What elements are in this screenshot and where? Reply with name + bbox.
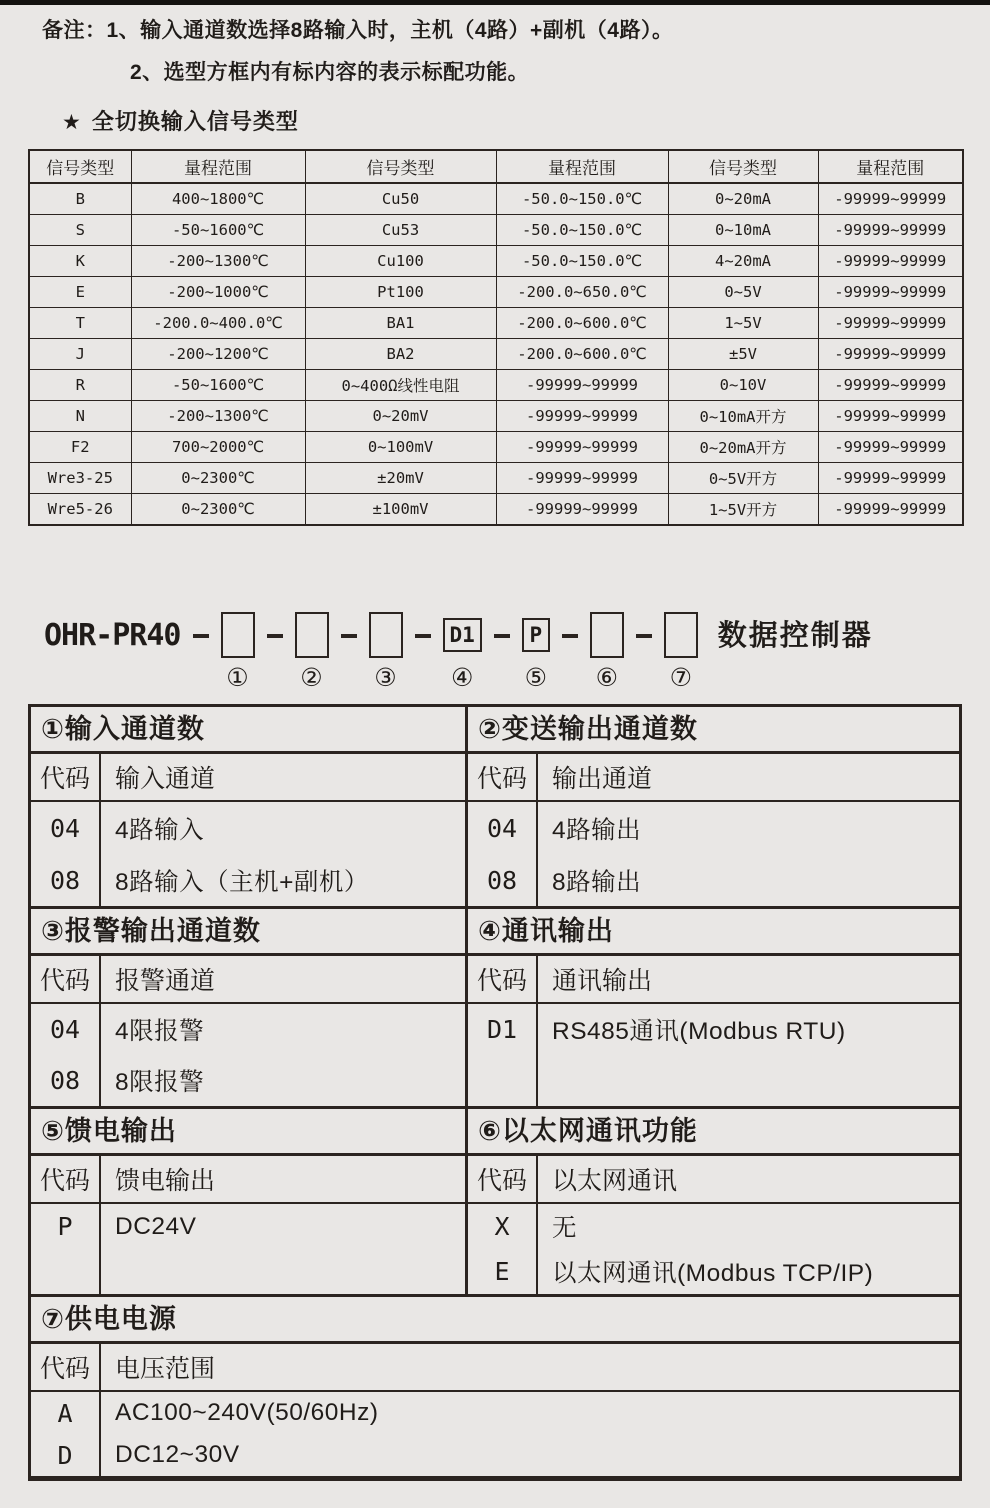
dash-separator — [267, 634, 283, 638]
order-code-slot — [221, 612, 255, 691]
code-cell: 08 — [49, 865, 81, 895]
signal-table-cell: -50~1600℃ — [131, 215, 305, 246]
signal-table-cell: -200.0~600.0℃ — [496, 339, 668, 370]
signal-table-cell: 0~20mA开方 — [668, 432, 818, 463]
section-header-row — [468, 1156, 959, 1204]
signal-table-cell: -99999~99999 — [818, 463, 963, 494]
desc-header: 输出通道 — [552, 765, 653, 793]
signal-table-cell: -99999~99999 — [818, 215, 963, 246]
signal-type-table — [28, 149, 964, 526]
order-code-position-number: ③ — [374, 664, 397, 692]
signal-table-header-cell: 信号类型 — [305, 150, 496, 183]
code-cell: P — [57, 1212, 73, 1241]
signal-table-cell: -50.0~150.0℃ — [496, 183, 668, 215]
section-header-row — [468, 754, 959, 802]
desc-cell: DC12~30V — [115, 1441, 240, 1468]
code-cell: 04 — [486, 813, 518, 843]
section-body — [468, 802, 959, 906]
section-title: ⑥以太网通讯功能 — [468, 1109, 959, 1156]
signal-table-cell: BA2 — [305, 339, 496, 370]
desc-header: 报警通道 — [115, 967, 216, 995]
signal-table-cell: 0~10mA开方 — [668, 401, 818, 432]
code-header: 代码 — [31, 956, 101, 1002]
signal-table-header-cell: 信号类型 — [668, 150, 818, 183]
desc-cell: 8限报警 — [115, 1069, 205, 1096]
desc-column — [101, 1004, 465, 1106]
code-cell: 04 — [49, 813, 81, 843]
signal-table-cell: -99999~99999 — [818, 401, 963, 432]
section-body — [31, 1204, 465, 1294]
dash-separator — [636, 634, 652, 638]
section-header-row — [31, 754, 465, 802]
signal-table-cell: -200.0~600.0℃ — [496, 308, 668, 339]
signal-table-cell: -200~1000℃ — [131, 277, 305, 308]
dash-separator — [494, 634, 510, 638]
signal-table-cell: S — [29, 215, 131, 246]
dash-separator — [562, 634, 578, 638]
note-line-1: 备注：1、输入通道数选择8路输入时，主机（4路）+副机（4路）。 — [42, 19, 674, 42]
signal-table-row — [29, 463, 963, 494]
desc-column — [538, 1204, 959, 1294]
signal-table-cell: -50.0~150.0℃ — [496, 246, 668, 277]
desc-header: 输入通道 — [115, 765, 216, 793]
signal-table-cell: -200~1300℃ — [131, 246, 305, 277]
order-code-slot — [522, 612, 550, 691]
section-transmit-output-channels — [468, 707, 959, 906]
signal-table-cell: 4~20mA — [668, 246, 818, 277]
signal-table-cell: R — [29, 370, 131, 401]
order-code-position-number: ① — [226, 664, 249, 692]
code-header: 代码 — [31, 1344, 101, 1390]
signal-table-cell: T — [29, 308, 131, 339]
section-title: ④通讯输出 — [468, 909, 959, 956]
signal-table-cell: 700~2000℃ — [131, 432, 305, 463]
code-header: 代码 — [468, 956, 538, 1002]
desc-header: 电压范围 — [115, 1355, 216, 1383]
signal-table-cell: 0~100mV — [305, 432, 496, 463]
code-cell: E — [494, 1257, 510, 1286]
dash-separator — [341, 634, 357, 638]
signal-table-cell: 0~2300℃ — [131, 463, 305, 494]
order-code-slot — [443, 612, 482, 691]
signal-table-cell: -200.0~650.0℃ — [496, 277, 668, 308]
signal-section-title-text: 全切换输入信号类型 — [91, 109, 299, 134]
signal-table-cell: 0~2300℃ — [131, 494, 305, 526]
code-column — [468, 1004, 538, 1106]
signal-table-cell: -99999~99999 — [496, 401, 668, 432]
signal-table-row — [29, 183, 963, 215]
order-code-position-number: ⑦ — [669, 664, 692, 692]
section-body — [31, 1392, 959, 1476]
signal-table-body — [29, 183, 963, 525]
desc-cell: DC24V — [115, 1212, 197, 1240]
signal-table-cell: F2 — [29, 432, 131, 463]
signal-table-row — [29, 308, 963, 339]
signal-table-cell: -99999~99999 — [496, 432, 668, 463]
desc-cell: RS485通讯(Modbus RTU) — [552, 1018, 846, 1045]
desc-cell: 以太网通讯(Modbus TCP/IP) — [552, 1260, 874, 1287]
selection-left-column — [31, 707, 468, 1294]
signal-table-cell: -99999~99999 — [818, 308, 963, 339]
code-column — [468, 1204, 538, 1294]
signal-table-row — [29, 215, 963, 246]
code-cell: D1 — [486, 1015, 518, 1044]
code-header: 代码 — [468, 754, 538, 800]
section-title: ⑦供电电源 — [31, 1297, 959, 1344]
signal-table-header-cell: 量程范围 — [131, 150, 305, 183]
order-code-slot — [369, 612, 403, 691]
section-title: ⑤馈电输出 — [31, 1109, 465, 1156]
signal-table-cell: N — [29, 401, 131, 432]
signal-table-header-cell: 量程范围 — [818, 150, 963, 183]
star-icon: ★ — [62, 111, 82, 134]
signal-table-cell: -99999~99999 — [818, 183, 963, 215]
order-code-box-filled: D1 — [443, 618, 482, 652]
desc-cell: 4路输出 — [552, 816, 642, 844]
code-cell: 08 — [486, 865, 518, 895]
signal-table-cell: -99999~99999 — [818, 339, 963, 370]
desc-cell: 4限报警 — [115, 1018, 205, 1045]
signal-table-cell: 0~10mA — [668, 215, 818, 246]
section-alarm-channels — [31, 906, 465, 1106]
desc-column — [538, 802, 959, 906]
signal-table-cell: Cu50 — [305, 183, 496, 215]
signal-table-cell: -50.0~150.0℃ — [496, 215, 668, 246]
signal-table-header-cell: 信号类型 — [29, 150, 131, 183]
desc-column — [101, 1392, 959, 1476]
order-code-box-empty — [295, 612, 329, 658]
signal-table-cell: Cu100 — [305, 246, 496, 277]
order-code-box-empty — [369, 612, 403, 658]
signal-table-cell: B — [29, 183, 131, 215]
desc-column — [101, 802, 465, 906]
desc-column — [101, 1204, 465, 1294]
signal-table-cell: -50~1600℃ — [131, 370, 305, 401]
dash-separator — [415, 634, 431, 638]
code-header: 代码 — [31, 754, 101, 800]
desc-cell: 8路输入（主机+副机） — [115, 868, 369, 896]
signal-table-cell: -200.0~400.0℃ — [131, 308, 305, 339]
signal-table-cell: Pt100 — [305, 277, 496, 308]
order-code-position-number: ⑤ — [524, 664, 547, 692]
signal-table-cell: -99999~99999 — [496, 370, 668, 401]
desc-header: 以太网通讯 — [552, 1167, 678, 1195]
signal-table-row — [29, 401, 963, 432]
signal-table-cell: ±20mV — [305, 463, 496, 494]
ordering-code-boxes — [181, 612, 698, 691]
selection-right-column — [468, 707, 959, 1294]
section-ethernet-comm — [468, 1106, 959, 1294]
signal-table-cell: 0~5V — [668, 277, 818, 308]
section-header-row — [31, 956, 465, 1004]
code-cell: D — [57, 1440, 73, 1470]
order-code-box-empty — [221, 612, 255, 658]
signal-table-cell: -99999~99999 — [818, 277, 963, 308]
signal-table-cell: 0~20mA — [668, 183, 818, 215]
signal-table-cell: ±100mV — [305, 494, 496, 526]
code-column — [31, 1204, 101, 1294]
signal-table-cell: 1~5V — [668, 308, 818, 339]
section-body — [468, 1004, 959, 1106]
section-input-channels — [31, 707, 465, 906]
signal-table-cell: 1~5V开方 — [668, 494, 818, 526]
signal-table-cell: -99999~99999 — [818, 432, 963, 463]
section-header-row — [468, 956, 959, 1004]
section-title: ①输入通道数 — [31, 707, 465, 754]
signal-table-row — [29, 277, 963, 308]
code-column — [468, 802, 538, 906]
signal-table-row — [29, 432, 963, 463]
order-code-box-empty — [590, 612, 624, 658]
signal-table-header-cell: 量程范围 — [496, 150, 668, 183]
section-feed-output — [31, 1106, 465, 1294]
top-rule — [0, 0, 990, 5]
order-code-slot — [295, 612, 329, 691]
signal-table-cell: K — [29, 246, 131, 277]
note-line-2: 2、选型方框内有标内容的表示标配功能。 — [130, 61, 530, 84]
order-code-box-empty — [664, 612, 698, 658]
desc-header: 通讯输出 — [552, 967, 653, 995]
signal-table-row — [29, 494, 963, 526]
desc-cell: 4路输入 — [115, 816, 205, 844]
signal-table-cell: 400~1800℃ — [131, 183, 305, 215]
order-code-box-filled: P — [522, 618, 550, 652]
product-name: 数据控制器 — [717, 620, 873, 652]
ordering-code-row — [44, 612, 873, 691]
section-header-row — [31, 1156, 465, 1204]
code-header: 代码 — [468, 1156, 538, 1202]
signal-table-cell: Wre3-25 — [29, 463, 131, 494]
desc-column — [538, 1004, 959, 1106]
section-body — [31, 1004, 465, 1106]
desc-cell: 8路输出 — [552, 868, 642, 896]
code-column — [31, 802, 101, 906]
signal-table-cell: -99999~99999 — [818, 494, 963, 526]
section-title: ②变送输出通道数 — [468, 707, 959, 754]
signal-table-cell: ±5V — [668, 339, 818, 370]
section-title: ③报警输出通道数 — [31, 909, 465, 956]
order-code-slot — [664, 612, 698, 691]
model-number: OHR-PR40 — [44, 618, 181, 653]
order-code-position-number: ② — [300, 664, 323, 692]
desc-cell: AC100~240V(50/60Hz) — [115, 1399, 379, 1426]
signal-table-cell: -99999~99999 — [496, 463, 668, 494]
signal-table-cell: -200~1300℃ — [131, 401, 305, 432]
signal-table-cell: Cu53 — [305, 215, 496, 246]
signal-table-cell: -200~1200℃ — [131, 339, 305, 370]
signal-table-row — [29, 370, 963, 401]
selection-table — [28, 704, 962, 1481]
section-header-row — [31, 1344, 959, 1392]
signal-table-cell: -99999~99999 — [818, 246, 963, 277]
order-code-position-number: ⑥ — [595, 664, 618, 692]
code-cell: X — [494, 1212, 510, 1241]
signal-table-cell: E — [29, 277, 131, 308]
signal-table-cell: 0~5V开方 — [668, 463, 818, 494]
signal-table-cell: J — [29, 339, 131, 370]
signal-table-head — [29, 150, 963, 183]
code-column — [31, 1004, 101, 1106]
signal-table-cell: 0~20mV — [305, 401, 496, 432]
desc-header: 馈电输出 — [115, 1167, 216, 1195]
signal-table-row — [29, 339, 963, 370]
desc-cell: 无 — [552, 1215, 577, 1242]
section-body — [31, 802, 465, 906]
code-header: 代码 — [31, 1156, 101, 1202]
code-column — [31, 1392, 101, 1476]
code-cell: A — [57, 1398, 73, 1428]
section-body — [468, 1204, 959, 1294]
signal-table-cell: Wre5-26 — [29, 494, 131, 526]
signal-table-cell: -99999~99999 — [496, 494, 668, 526]
signal-table-cell: 0~10V — [668, 370, 818, 401]
signal-table-row — [29, 246, 963, 277]
section-comm-output — [468, 906, 959, 1106]
order-code-slot — [590, 612, 624, 691]
code-cell: 04 — [49, 1015, 81, 1044]
signal-section-title — [62, 105, 299, 136]
code-cell: 08 — [49, 1066, 81, 1095]
order-code-position-number: ④ — [450, 664, 474, 692]
signal-table-cell: -99999~99999 — [818, 370, 963, 401]
signal-table-header-row — [29, 150, 963, 183]
dash-separator — [193, 634, 209, 638]
signal-table-cell: 0~400Ω线性电阻 — [305, 370, 496, 401]
section-power-supply — [31, 1294, 959, 1476]
signal-table-cell: BA1 — [305, 308, 496, 339]
